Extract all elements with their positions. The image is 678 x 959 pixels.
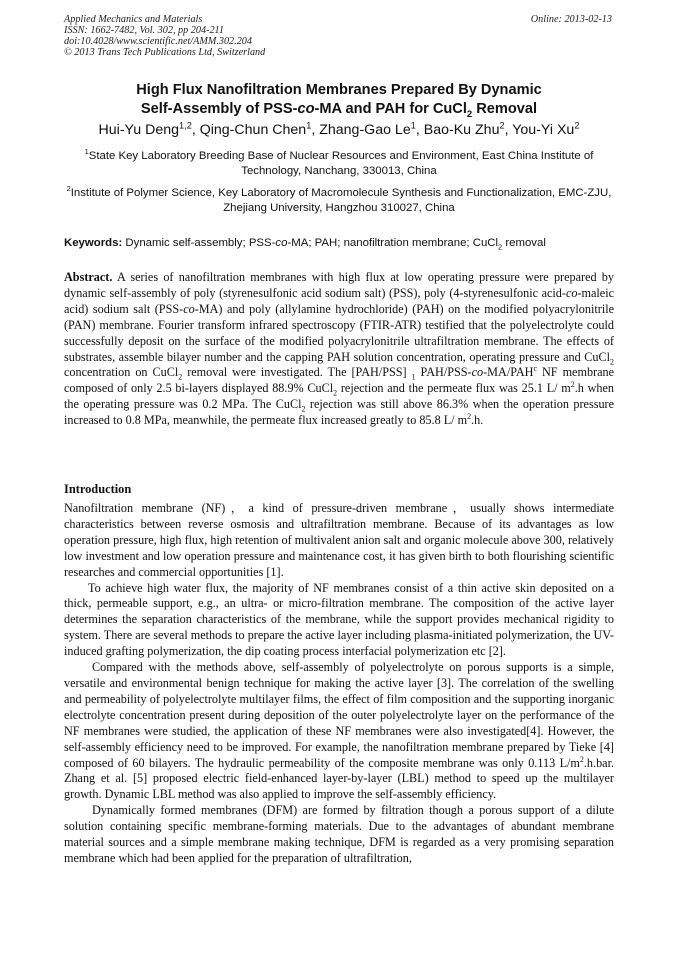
author: Qing-Chun Chen$^1$, (199, 120, 320, 138)
affiliation-2: $^2$Institute of Polymer Science, Key Laboratory of Macromolecule Synthesis and Functionalization, EMC-ZJU, Zhejiang University, Hangzhou 310027, China (66, 184, 612, 214)
section-heading-introduction: Introduction (64, 482, 132, 496)
introduction-body (64, 501, 614, 867)
title-line-1: High Flux Nanofiltration Membranes Prepared By Dynamic (136, 82, 542, 98)
author: Hui-Yu Deng$^{1,2}$, (98, 120, 200, 138)
author-list (40, 121, 638, 139)
affiliation-1: $^1$State Key Laboratory Breeding Base of Nuclear Resources and Environment, East China Institute of Technology, Nanchang, 330013, China (84, 147, 594, 177)
author: Bao-Ku Zhu$^2$, (423, 120, 513, 138)
journal-header (64, 14, 265, 58)
online-date: Online: 2013-02-13 (530, 14, 612, 25)
journal-name: Applied Mechanics and Materials (64, 14, 203, 25)
author: Zhang-Gao Le$^1$, (319, 120, 424, 138)
keywords-label: Keywords: (64, 237, 123, 249)
paragraph: Compared with the methods above, self-assembly of polyelectrolyte on porous supports is a simple, versatile and environmental benign technique for making the active layer [3]. The correlation of the swelling and permeability of polyelectrolyte multilayer films, the effect of film composition and the supporting inorganic electrolyte concentration present during deposition of the outer polyelectrolyte layer on the performance of the NF membranes were studied, the application of these NF membranes were also investigated[4]. However, the self-assembly efficiency need to be improved. For example, the nanofiltration membrane prepared by Tieke [4] composed of 60 bilayers. The hydraulic permeability of the composite membrane was only 0.113 $L/m^2.h.bar$. Zhang et al. [5] proposed electric field-enhanced layer-by-layer (LBL) method to speed up the multilayer growth. Dynamic LBL method was also applied to improve the self-assembly efficiency. (64, 660, 614, 802)
paragraph: Nanofiltration membrane (NF)，a kind of pressure-driven membrane，usually shows intermediate characteristics between reverse osmosis and ultrafiltration membrane. Because of its advantages as low operation pressure, high flux, high retention of multivalent anion salt and organic molecule above 300, relatively low investment and low operation pressure and maintenance cost, it has given birth to both flourishing scientific researches and commercial opportunities [1]. (64, 501, 614, 579)
doi-line: doi:10.4028/www.scientific.net/AMM.302.204 (64, 36, 252, 47)
paragraph: Dynamically formed membranes (DFM) are formed by filtration though a porous support of a dilute solution containing specific membrane-forming materials. Due to the advantages of abundant membrane material sources and a simple membrane making technique, DFM is regarded as a very promising separation membrane which had been applied for the preparation of ultrafiltration, (64, 803, 614, 865)
paragraph: To achieve high water flux, the majority of NF membranes consist of a thin active skin deposited on a thick, permeable support, e.g., an ultra- or micro-filtration membrane. The composition of the active layer determines the separation characteristics of the membrane, while the support provides mechanical rigidity to system. There are several methods to prepare the active layer including plasma-initiated polymerization, the UV-induced grafting polymerization, the dip coating process interfacial polymerization etc [2]. (64, 580, 614, 659)
paper-title (64, 81, 614, 119)
abstract: Abstract. A series of nanofiltration membranes with high flux at low operating pressure were prepared by dynamic self-assembly of poly (styrenesulfonic acid sodium salt) (PSS), poly (4-styrenesulfonic acid-co-maleic acid) sodium salt (PSS-co-MA) and poly (allylamine hydrochloride) (PAH) on the modified polyacrylonitrile (PAN) membrane. Fourier transform infrared spectroscopy (FTIR-ATR) testified that the polyelectrolyte could successfully deposit on the surface of the modified polyacrylonitrile ultrafiltration membrane. The effects of substrates, assemble bilayer number and the capping PAH solution concentration, operating pressure and CuCl$_2$ concentration on CuCl$_2$ removal were investigated. The [PAH/PSS] $_1$ PAH/PSS-co-MA/PAH$^c$ NF membrane composed of only 2.5 bi-layers displayed 88.9% CuCl$_2$ rejection and the permeate flux was 25.1 L/ $m^2.h$ when the operating pressure was 0.2 MPa. The CuCl$_2$ rejection was still above 86.3% when the operation pressure increased to 0.8 MPa, meanwhile, the permeate flux increased greatly to 85.8 L/ $m^2.h$. (64, 270, 615, 428)
copyright-line: © 2013 Trans Tech Publications Ltd, Switzerland (64, 47, 266, 58)
title-line-2: Self-Assembly of PSS-co-MA and PAH for CuCl$_2$ Removal (140, 101, 538, 120)
issn-line: ISSN: 1662-7482, Vol. 302, pp 204-211 (64, 25, 224, 36)
abstract-label: Abstract. (64, 270, 113, 284)
author: You-Yi Xu$^2$ (512, 120, 580, 138)
keywords: Keywords: Dynamic self-assembly; PSS-co-MA; PAH; nanofiltration membrane; CuCl$_2$ removal (64, 237, 546, 252)
